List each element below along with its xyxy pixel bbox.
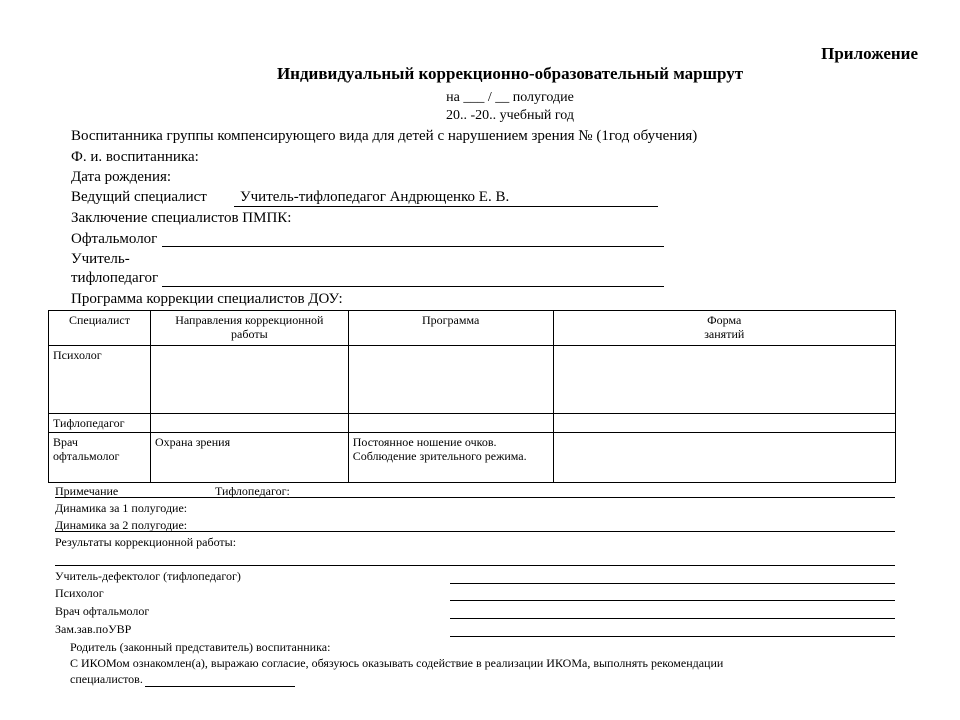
note-underline (55, 497, 895, 498)
lead-specialist-label: Ведущий специалист (71, 189, 207, 205)
ophthalmologist-label: Офтальмолог (71, 231, 158, 247)
header-form: Форма занятий (553, 311, 896, 346)
cell-typhlopedagogue: Тифлопедагог (49, 414, 151, 433)
parent-consent-line2: специалистов. (70, 672, 143, 686)
dynamics-1-label: Динамика за 1 полугодие: (55, 501, 188, 515)
signature-deputy: Зам.зав.поУВР (55, 622, 132, 636)
birth-date-label: Дата рождения: (71, 169, 172, 185)
signature-psychologist: Психолог (55, 586, 104, 600)
cell-empty (150, 414, 348, 433)
lead-specialist-value: Учитель-тифлопедагог Андрющенко Е. В. (240, 189, 510, 205)
signature-line (450, 618, 895, 619)
child-name-label: Ф. и. воспитанника: (71, 149, 199, 165)
note-label: Примечание (55, 484, 119, 498)
cell-doctor-direction: Охрана зрения (150, 433, 348, 483)
signature-line (450, 583, 895, 584)
cell-doctor-program: Постоянное ношение очков. Соблюдение зрительного режима. (348, 433, 553, 483)
table-row (49, 433, 896, 483)
typhlo-note-label: Тифлопедагог: (215, 484, 290, 498)
signature-line (450, 636, 895, 637)
teacher-underline (162, 286, 664, 287)
lead-specialist-underline (234, 206, 658, 207)
cell-psychologist: Психолог (49, 346, 151, 414)
parent-label: Родитель (законный представитель) воспитанника: (70, 640, 331, 654)
cell-doctor: Врач офтальмолог (49, 433, 151, 483)
cell-empty (553, 346, 896, 414)
cell-empty (150, 346, 348, 414)
signature-defectologist: Учитель-дефектолог (тифлопедагог) (55, 569, 241, 583)
half-year-line: на ___ / __ полугодие (446, 90, 574, 105)
signature-line (450, 600, 895, 601)
header-specialist: Специалист (49, 311, 151, 346)
parent-consent-line1: С ИКОМом ознакомлен(а), выражаю согласие, обязуюсь оказывать содействие в реализации ИКОМа, выполнять рекомендации (70, 656, 724, 670)
teacher-label-line2: тифлопедагог (71, 270, 159, 286)
cell-empty (348, 414, 553, 433)
program-table (48, 310, 896, 483)
dynamics-2-label: Динамика за 2 полугодие: (55, 518, 188, 532)
dynamics-underline (55, 531, 895, 532)
group-line: Воспитанника группы компенсирующего вида для детей с нарушением зрения № (1год обучения) (71, 128, 698, 144)
signature-doctor: Врач офтальмолог (55, 604, 150, 618)
header-program: Программа (348, 311, 553, 346)
parent-signature-line (145, 686, 295, 687)
table-row (49, 414, 896, 433)
ophthalmologist-underline (162, 246, 664, 247)
school-year-line: 20.. -20.. учебный год (445, 108, 575, 123)
results-label: Результаты коррекционной работы: (55, 535, 237, 549)
cell-empty (348, 346, 553, 414)
teacher-label-line1: Учитель- (71, 251, 130, 267)
dou-program-label: Программа коррекции специалистов ДОУ: (71, 291, 343, 307)
results-underline (55, 565, 895, 566)
appendix-label: Приложение (821, 44, 918, 63)
cell-empty (553, 414, 896, 433)
pmpk-label: Заключение специалистов ПМПК: (71, 210, 292, 226)
header-direction: Направления коррекционной работы (150, 311, 348, 346)
document-title: Индивидуальный коррекционно-образовательный маршрут (276, 64, 744, 83)
table-header-row (49, 311, 896, 346)
cell-empty (553, 433, 896, 483)
table-row (49, 346, 896, 414)
